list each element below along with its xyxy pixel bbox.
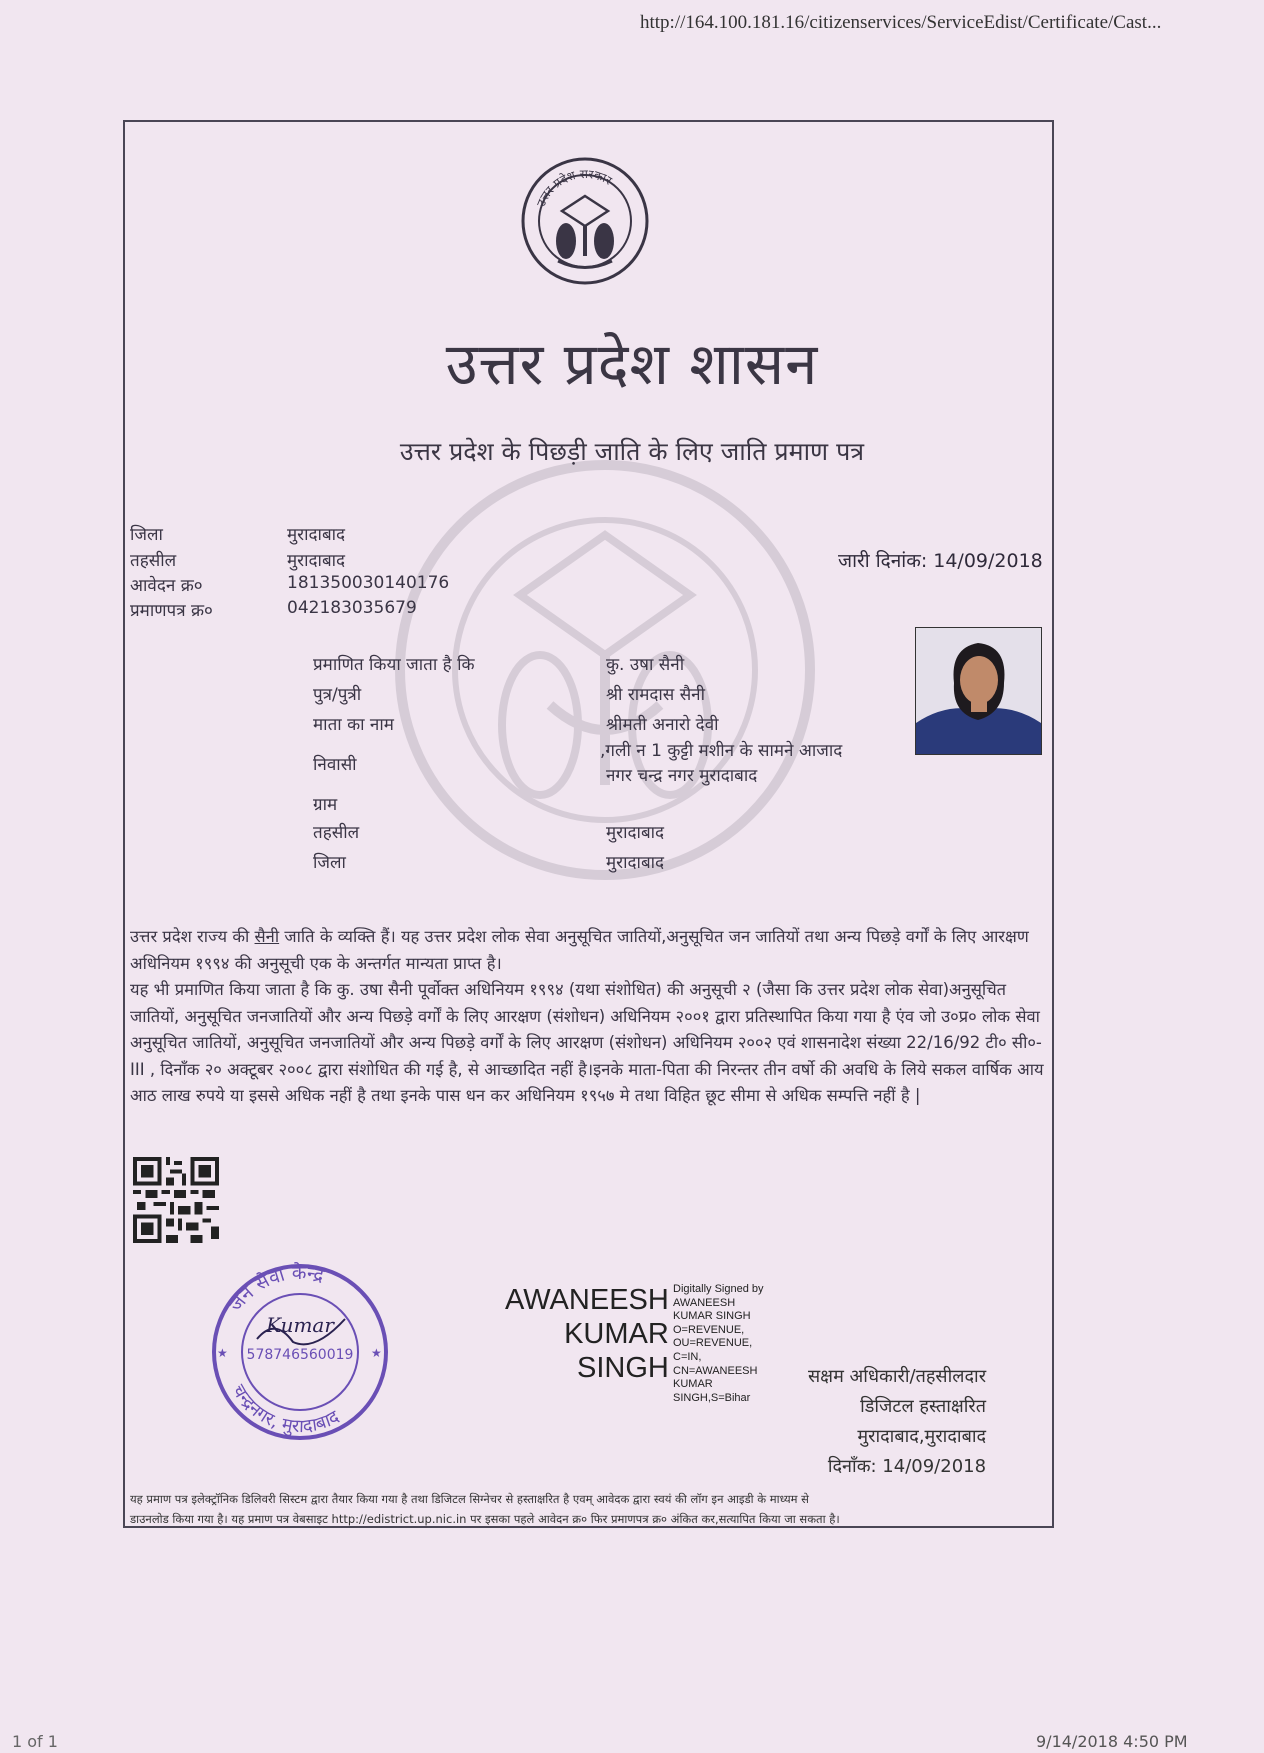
page-url: http://164.100.181.16/citizenservices/ServiceEdist/Certificate/Cast... xyxy=(640,12,1162,33)
svg-text:चन्द्रनगर, मुरादाबाद: चन्द्रनगर, मुरादाबाद xyxy=(227,1381,343,1438)
stamp-number: 578746560019 xyxy=(246,1347,354,1363)
seva-kendra-stamp xyxy=(205,1257,395,1447)
application-no-label: आवेदन क्र० xyxy=(130,576,203,596)
certificate-no-label: प्रमाणपत्र क्र० xyxy=(130,601,213,621)
government-title: उत्तर प्रदेश शासन xyxy=(445,330,819,398)
address-line-2: नगर चन्द्र नगर मुरादाबाद xyxy=(606,766,758,786)
authority-date: दिनाँक: 14/09/2018 xyxy=(827,1456,987,1477)
authority-designation: सक्षम अधिकारी/तहसीलदार xyxy=(808,1366,987,1387)
parent-name: श्री रामदास सैनी xyxy=(606,685,706,705)
authority-signed: डिजिटल हस्ताक्षरित xyxy=(860,1396,987,1417)
person-district-label: जिला xyxy=(313,853,346,873)
mother-name: श्रीमती अनारो देवी xyxy=(606,715,719,735)
page-number: 1 of 1 xyxy=(12,1732,58,1751)
qr-code xyxy=(133,1157,219,1243)
digital-signature-block xyxy=(505,1283,764,1404)
person-tehsil-value: मुरादाबाद xyxy=(606,823,665,843)
authority-place: मुरादाबाद,मुरादाबाद xyxy=(857,1426,987,1447)
application-no-value: 181350030140176 xyxy=(287,573,450,593)
income-paragraph: यह भी प्रमाणित किया जाता है कि कु. उषा सैनी पूर्वोक्त अधिनियम १९९४ (यथा संशोधित) की अनुसूची २ (जैसा कि उत्तर प्रदेश लोक सेवा)अनुसूचित जातियों, अनुसूचित जनजातियों और अन्य पिछड़े वर्गों के लिए आरक्षण (संशोधन) अधिनियम २००१ द्वारा प्रतिस्थापित किया गया है एंव जो उ०प्र० लोक सेवा अनुसूचित जातियों, अनुसूचित जनजातियों और अन्य पिछड़े वर्गों के लिए आरक्षण (संशोधन) अधिनियम २००२ एवं शासनादेश संख्या 22/16/92 टी० सी०-III , दिनाँक २० अक्टूबर २००८ द्वारा संशोधित की गई है, से आच्छादित नहीं है।इनके माता-पिता की निरन्तर तीन वर्षो की अवधि के लिये सकल वार्षिक आय आठ लाख रुपये या इससे अधिक नहीं है तथा इनके पास धन कर अधिनियम १९५७ मे तथा विहित छूट सीमा से अधिक सम्पत्ति नहीं है | xyxy=(130,980,1044,1105)
resident-label: निवासी xyxy=(313,755,357,775)
person-tehsil-label: तहसील xyxy=(313,823,360,843)
tehsil-value: मुरादाबाद xyxy=(287,551,346,571)
applicant-photo xyxy=(915,627,1042,755)
state-emblem xyxy=(520,156,650,286)
verification-note: यह प्रमाण पत्र इलेक्ट्रॉनिक डिलिवरी सिस्टम द्वारा तैयार किया गया है तथा डिजिटल सिग्नेचर से हस्ताक्षरित है एवम् आवेदक द्वारा स्वयं की लॉग इन आइडी के माध्यम से डाउनलोड किया गया है। यह प्रमाण पत्र वेबसाइट http://edistrict.up.nic.in पर इसका पहले आवेदन क्र० फिर प्रमाणपत्र क्र० अंकित कर,सत्यापित किया जा सकता है। xyxy=(130,1492,840,1526)
certified-label: प्रमाणित किया जाता है कि xyxy=(313,655,475,675)
svg-text:जन सेवा केन्द्र: जन सेवा केन्द्र xyxy=(224,1261,327,1316)
certificate-body xyxy=(130,924,1050,1110)
certificate-no-value: 042183035679 xyxy=(287,598,417,618)
certificate-title: उत्तर प्रदेश के पिछड़ी जाति के लिए जाति प्रमाण पत्र xyxy=(399,437,865,466)
address-line-1: ,गली न 1 कुट्टी मशीन के सामने आजाद xyxy=(600,741,843,761)
caste-name: सैनी xyxy=(254,927,280,946)
handwritten-signature: Kumar xyxy=(266,1313,334,1337)
district-value: मुरादाबाद xyxy=(287,525,346,545)
svg-text:★: ★ xyxy=(217,1346,228,1360)
mother-label: माता का नाम xyxy=(313,715,394,735)
signer-name-line2: KUMAR xyxy=(564,1318,669,1350)
village-label: ग्राम xyxy=(313,795,338,815)
signer-name-line1: AWANEESH xyxy=(505,1284,669,1316)
print-timestamp: 9/14/2018 4:50 PM xyxy=(1036,1732,1188,1751)
issuing-authority xyxy=(808,1362,986,1482)
svg-text:★: ★ xyxy=(371,1346,382,1360)
signer-name-line3: SINGH xyxy=(576,1352,669,1384)
issue-date: जारी दिनांक: 14/09/2018 xyxy=(838,550,1043,572)
person-name: कु. उषा सैनी xyxy=(606,655,685,675)
district-label: जिला xyxy=(130,525,163,545)
tehsil-label: तहसील xyxy=(130,551,177,571)
svg-text:उत्तर प्रदेश सरकार: उत्तर प्रदेश सरकार xyxy=(533,166,615,209)
caste-paragraph: उत्तर प्रदेश राज्य की सैनी जाति के व्यक्ति हैं। यह उत्तर प्रदेश लोक सेवा अनुसूचित जातियों,अनुसूचित जन जातियों तथा अन्य पिछड़े वर्गों के लिए आरक्षण अधिनियम १९९४ की अनुसूची एक के अन्तर्गत मान्यता प्राप्त है। xyxy=(130,927,1029,973)
person-district-value: मुरादाबाद xyxy=(606,853,665,873)
signature-details: Digitally Signed by AWANEESH KUMAR SINGH O=REVENUE, OU=REVENUE, C=IN, CN=AWANEESH KUMAR SINGH,S=Bihar xyxy=(673,1283,764,1404)
parent-label: पुत्र/पुत्री xyxy=(313,685,362,705)
